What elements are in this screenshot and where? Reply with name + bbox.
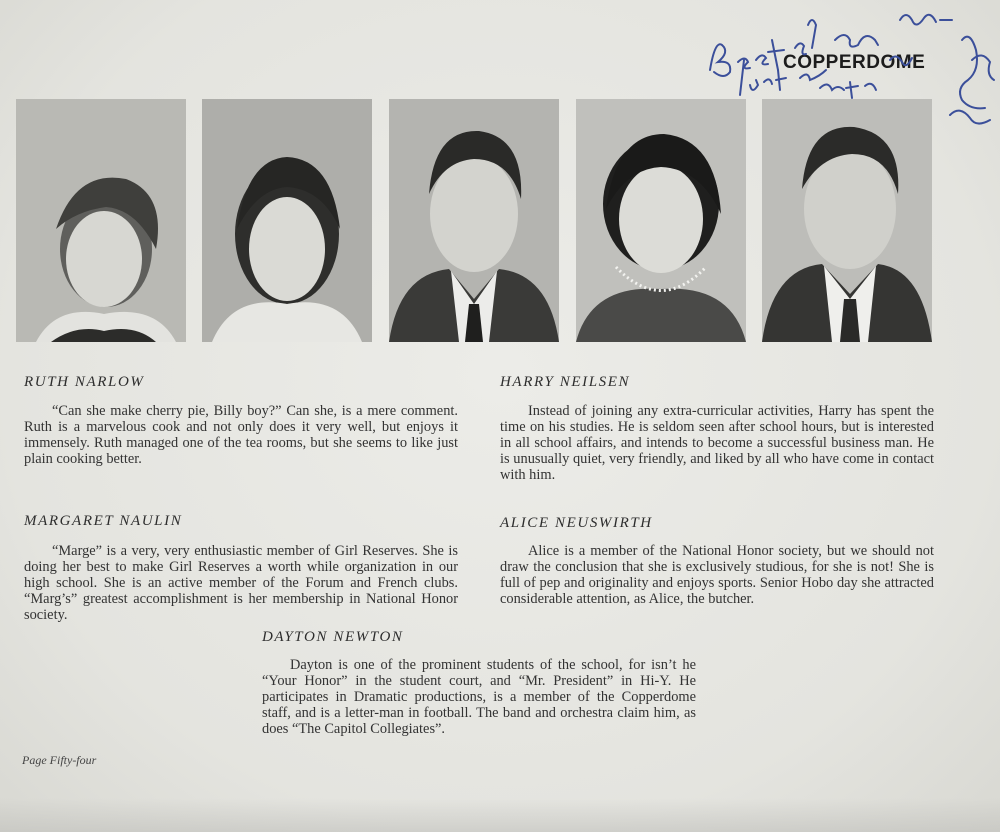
portrait-photo-margaret-naulin xyxy=(202,99,372,342)
student-bio-margaret-naulin: “Marge” is a very, very enthusiastic member of Girl Reserves. She is doing her best to make Girl Reserves a worth while organization in our high school. She is an active member of the Forum and French clubs. “Marg’s” greatest accomplishment is her membership in National Honor society. xyxy=(24,543,458,623)
student-name-dayton-newton: DAYTON NEWTON xyxy=(262,629,404,645)
student-bio-alice-neuswirth: Alice is a member of the National Honor society, but we should not draw the conclusion that she is exclusively studious, for she is not! She is full of pep and originality and enjoys sports. Senior Hobo day she attracted considerable attention, as Alice, the butcher. xyxy=(500,543,934,607)
page-number-label: Page Fifty-four xyxy=(22,753,97,767)
portrait-photo-ruth-narlow xyxy=(16,99,186,342)
portrait-photo-harry-neilsen xyxy=(389,99,559,342)
student-name-margaret-naulin: MARGARET NAULIN xyxy=(24,513,183,529)
portrait-photo-dayton-newton xyxy=(762,99,932,342)
student-bio-ruth-narlow: “Can she make cherry pie, Billy boy?” Can she, is a mere comment. Ruth is a marvelous cook and not only does it very well, but enjoys it immensely. Ruth managed one of the tea rooms, but she seems to like just plain cooking better. xyxy=(24,403,458,467)
student-name-ruth-narlow: RUTH NARLOW xyxy=(24,374,145,390)
student-name-alice-neuswirth: ALICE NEUSWIRTH xyxy=(500,515,653,531)
student-bio-harry-neilsen: Instead of joining any extra-curricular activities, Harry has spent the time on his studies. He is seldom seen after school hours, but is interested in all school affairs, and intends to become a successful business man. He is unusually quiet, very friendly, and liked by all who have come in contact with him. xyxy=(500,403,934,483)
page-edge-shadow xyxy=(0,798,1000,832)
student-name-harry-neilsen: HARRY NEILSEN xyxy=(500,374,631,390)
page-header-title: COPPERDOME xyxy=(783,52,926,73)
portrait-photo-alice-neuswirth xyxy=(576,99,746,342)
student-bio-dayton-newton: Dayton is one of the prominent students of the school, for isn’t he “Your Honor” in the student court, and “Mr. President” in Hi-Y. He participates in Dramatic productions, is a member of the Copperdome staff, and is a letter-man in football. The band and orchestra claim him, as does “The Capitol Collegiates”. xyxy=(262,657,696,737)
